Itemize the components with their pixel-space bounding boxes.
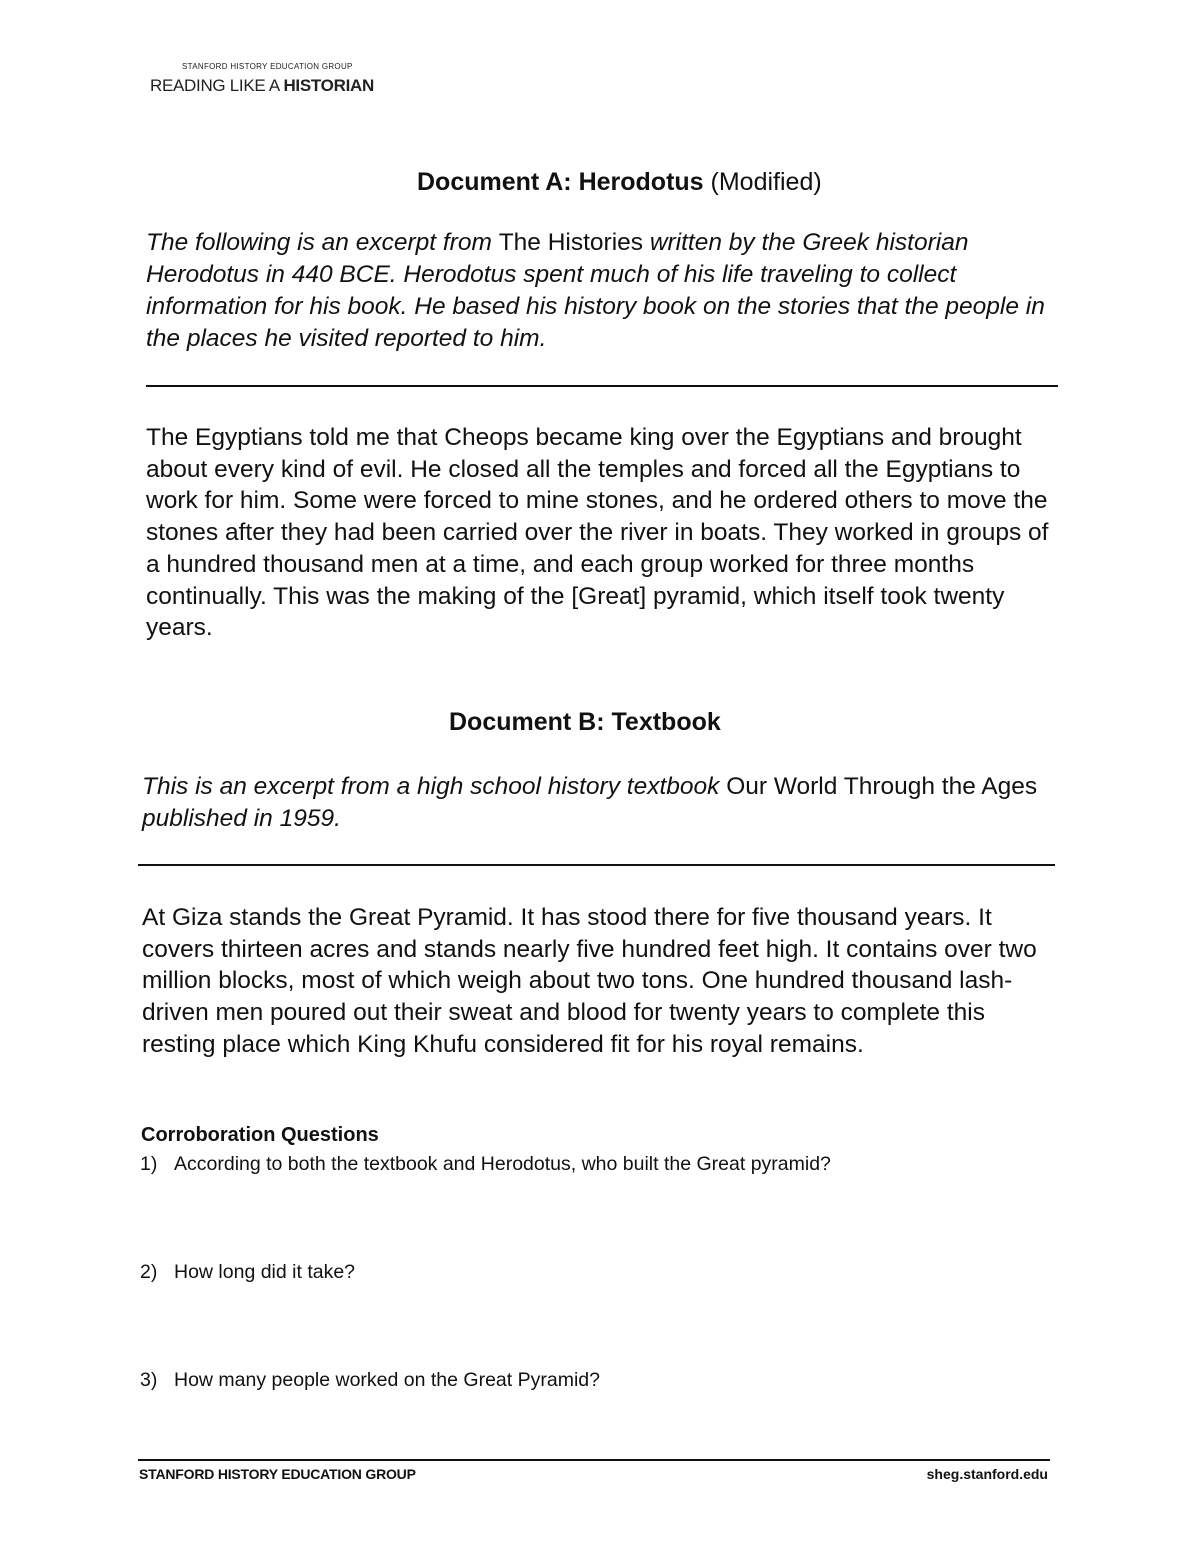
document-a-excerpt: The Egyptians told me that Cheops became king over the Egyptians and brought about every kind of evil. He closed all the temples and forced all the Egyptians to work for him. Some were forced to mine stones, and he ordered others to move the stones after they had been carried over the river in boats. They worked in groups of a hundred thousand men at a time, and each group worked for three months continually. This was the making of the [Great] pyramid, which itself took twenty years. (146, 424, 1049, 642)
question-number: 3) (140, 1369, 158, 1391)
document-b-divider (138, 864, 1055, 866)
document-b-intro-part-2: published in 1959. (142, 805, 341, 832)
question-item (140, 1369, 600, 1392)
logo-text-light: READING LIKE A (150, 76, 284, 95)
document-a-intro-part-2: written by the Greek historian Herodotus in 440 BCE. Herodotus spent much of his life traveling to collect information for his book. He based his history book on the stories that the people in the places he visited reported to him. (146, 229, 1045, 352)
footer-website: sheg.stanford.edu (926, 1466, 1048, 1482)
logo-subtitle: STANFORD HISTORY EDUCATION GROUP (182, 62, 353, 71)
document-a-title-bold: Document A: Herodotus (417, 168, 704, 196)
document-a-title-modifier: (Modified) (703, 168, 822, 196)
questions-title: Corroboration Questions (141, 1124, 379, 1146)
document-a-divider (146, 385, 1058, 387)
document-a-title (417, 168, 822, 197)
document-b-intro-part-1: This is an excerpt from a high school history textbook (142, 773, 727, 800)
document-a-work-title: The Histories (498, 229, 644, 256)
logo-text-bold: HISTORIAN (283, 76, 374, 95)
question-item (140, 1261, 355, 1284)
document-a-intro-part-1: The following is an excerpt from (146, 229, 499, 256)
question-number: 1) (140, 1153, 158, 1175)
document-b-excerpt: At Giza stands the Great Pyramid. It has stood there for five thousand years. It covers thirteen acres and stands nearly five hundred feet high. It contains over two million blocks, most of which weigh about two tons. One hundred thousand lash-driven men poured out their sweat and blood for twenty years to complete this resting place which King Khufu considered fit for his royal remains. (142, 904, 1037, 1058)
document-b-title (449, 708, 721, 737)
question-number: 2) (140, 1261, 158, 1283)
document-a-intro (146, 227, 1066, 355)
question-text: How long did it take? (174, 1261, 356, 1283)
document-b-intro (142, 771, 1042, 835)
footer-divider (138, 1459, 1050, 1461)
footer-organization: STANFORD HISTORY EDUCATION GROUP (139, 1466, 416, 1482)
document-b-work-title: Our World Through the Ages (726, 773, 1038, 800)
logo (150, 76, 374, 96)
question-text: According to both the textbook and Herodotus, who built the Great pyramid? (174, 1153, 831, 1175)
question-text: How many people worked on the Great Pyramid? (174, 1369, 600, 1391)
question-item (140, 1153, 831, 1176)
document-b-title-bold: Document B: Textbook (449, 708, 721, 736)
